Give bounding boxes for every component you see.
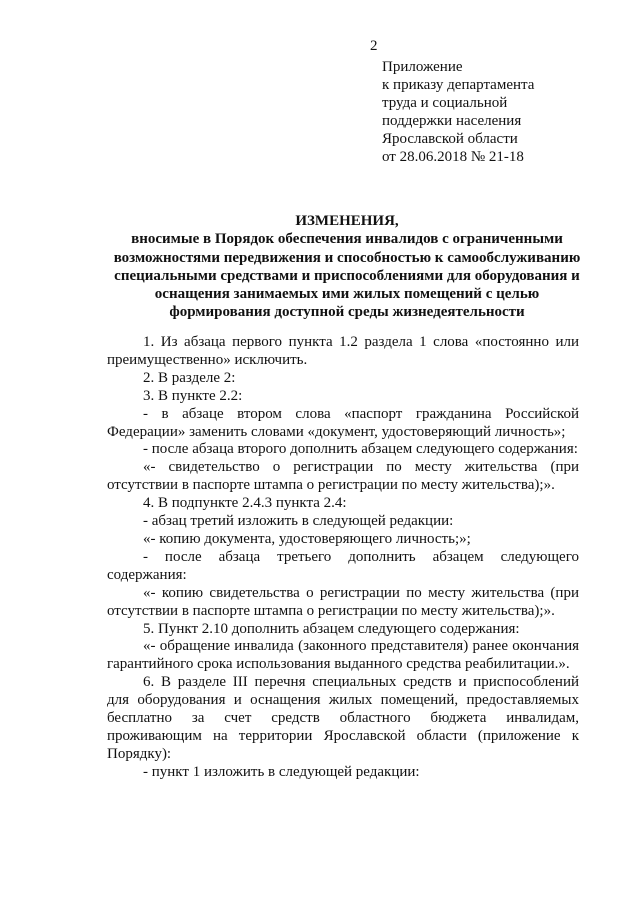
paragraph: - абзац третий изложить в следующей редакции: bbox=[143, 513, 454, 530]
annex-line: Приложение bbox=[382, 59, 463, 75]
annex-line: труда и социальной bbox=[382, 95, 508, 111]
paragraph: 5. Пункт 2.10 дополнить абзацем следующего содержания: bbox=[143, 620, 520, 637]
title-heading: ИЗМЕНЕНИЯ, bbox=[295, 213, 399, 229]
paragraph: 3. В пункте 2.2: bbox=[143, 387, 243, 404]
title-line: специальными средствами и приспособлениями для оборудования и bbox=[114, 267, 580, 284]
paragraph: «- копию свидетельства о регистрации по месту жительства (при отсутствии в паспорте штампа о регистрации по месту жительства);». bbox=[107, 584, 579, 619]
paragraph: 6. В разделе III перечня специальных средств и приспособлений для оборудования и оснащения жилых помещений, предоставляемых бесплатно за счет средств областного бюджета инвалидам, проживающим на территории Ярославской области (приложение к Порядку): bbox=[107, 674, 579, 762]
paragraph: 4. В подпункте 2.4.3 пункта 2.4: bbox=[143, 495, 347, 512]
annex-line: от 28.06.2018 № 21-18 bbox=[382, 149, 524, 165]
paragraph: 2. В разделе 2: bbox=[143, 369, 236, 386]
annex-line: Ярославской области bbox=[382, 131, 518, 147]
document-body bbox=[107, 334, 579, 782]
title-line: оснащения занимаемых ими жилых помещений с целью bbox=[154, 286, 540, 303]
paragraph: «- свидетельство о регистрации по месту жительства (при отсутствии в паспорте штампа о регистрации по месту жительства);». bbox=[107, 459, 579, 494]
title-line: формирования доступной среды жизнедеятельности bbox=[169, 304, 525, 321]
paragraph: - в абзаце втором слова «паспорт гражданина Российской Федерации» заменить словами «документ, удостоверяющий личность»; bbox=[107, 405, 579, 440]
title-line: вносимые в Порядок обеспечения инвалидов с ограниченными bbox=[131, 231, 563, 248]
paragraph: «- обращение инвалида (законного представителя) ранее окончания гарантийного срока использования выданного средства реабилитации.». bbox=[107, 638, 579, 673]
paragraph: - после абзаца третьего дополнить абзацем следующего содержания: bbox=[107, 548, 579, 583]
paragraph: - после абзаца второго дополнить абзацем следующего содержания: bbox=[143, 441, 578, 458]
annex-line: поддержки населения bbox=[382, 113, 522, 129]
document-title bbox=[100, 212, 594, 322]
paragraph: 1. Из абзаца первого пункта 1.2 раздела 1 слова «постоянно или преимущественно» исключить. bbox=[107, 334, 579, 368]
title-line: возможностями передвижения и способностью к самообслуживанию bbox=[113, 249, 581, 266]
annex-block bbox=[382, 58, 612, 166]
page-number: 2 bbox=[370, 38, 378, 54]
paragraph: - пункт 1 изложить в следующей редакции: bbox=[143, 763, 420, 780]
paragraph: «- копию документа, удостоверяющего личность;»; bbox=[143, 530, 471, 547]
annex-line: к приказу департамента bbox=[382, 77, 535, 93]
